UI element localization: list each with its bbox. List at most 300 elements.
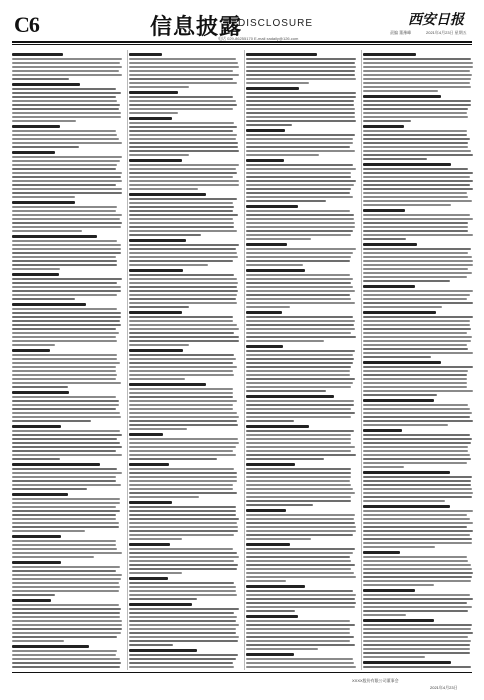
body-text-line: [12, 408, 116, 410]
body-text-line: [363, 462, 467, 464]
body-text-line: [12, 206, 117, 208]
text-column-1: [12, 50, 123, 670]
body-text-line: [246, 274, 350, 276]
body-text-line: [246, 446, 355, 448]
paragraph-heading: [363, 125, 404, 128]
body-text-line: [363, 412, 472, 414]
body-text-line: [246, 598, 355, 600]
body-text-line: [363, 62, 473, 64]
body-text-line: [12, 324, 121, 326]
body-text-line: [12, 100, 117, 102]
paragraph-heading: [363, 243, 417, 246]
body-text-line: [246, 374, 350, 376]
body-text-line: [363, 200, 472, 202]
body-text-line: [246, 302, 355, 304]
body-text-line: [129, 146, 238, 148]
body-text-line: [363, 272, 472, 274]
body-text-line: [129, 396, 233, 398]
body-text-line: [12, 632, 121, 634]
body-text-line: [129, 534, 234, 536]
body-text-line: [363, 348, 468, 350]
section-title: 信息披露: [150, 14, 243, 40]
body-text-line: [246, 256, 351, 258]
body-text-line: [246, 496, 351, 498]
body-text-line: [12, 298, 75, 300]
body-text-line: [12, 662, 121, 664]
body-text-line: [12, 382, 121, 384]
body-text-line: [246, 408, 351, 410]
body-text-line: [12, 180, 122, 182]
paragraph-heading: [246, 205, 298, 208]
body-text-line: [363, 510, 473, 512]
body-text-line: [12, 574, 122, 576]
body-text-line: [363, 234, 473, 236]
body-text-line: [363, 442, 471, 444]
body-text-line: [246, 530, 356, 532]
body-text-line: [129, 278, 237, 280]
body-text-line: [129, 468, 234, 470]
body-text-line: [363, 484, 471, 486]
paragraph-heading: [129, 269, 183, 272]
body-text-line: [12, 138, 119, 140]
body-text-line: [12, 370, 116, 372]
body-text-line: [129, 628, 236, 630]
body-text-line: [12, 66, 122, 68]
body-text-line: [363, 306, 442, 308]
body-text-line: [129, 548, 233, 550]
body-text-line: [129, 340, 239, 342]
body-text-line: [12, 552, 122, 554]
body-text-line: [129, 206, 234, 208]
paragraph-heading: [246, 243, 287, 246]
body-text-line: [129, 230, 237, 232]
body-text-line: [363, 404, 468, 406]
body-text-line: [363, 382, 467, 384]
body-text-line: [246, 138, 353, 140]
body-text-line: [12, 480, 116, 482]
body-text-line: [129, 438, 238, 440]
body-text-line: [129, 552, 237, 554]
body-text-line: [12, 282, 117, 284]
body-text-line: [12, 120, 76, 122]
body-text-line: [129, 104, 237, 106]
body-text-line: [129, 556, 239, 558]
body-text-line: [12, 604, 119, 606]
paragraph-heading: [129, 349, 183, 352]
page-number: C6: [14, 12, 39, 37]
body-text-line: [246, 662, 354, 664]
body-text-line: [129, 134, 237, 136]
paragraph-heading: [129, 383, 206, 386]
body-text-line: [12, 104, 120, 106]
footer-date: 2021年4月23日: [430, 685, 458, 690]
body-text-line: [12, 184, 116, 186]
body-text-line: [129, 530, 238, 532]
body-text-line: [246, 226, 355, 228]
body-text-line: [12, 498, 120, 500]
body-text-line: [246, 606, 355, 608]
body-text-line: [363, 248, 471, 250]
body-text-line: [12, 442, 120, 444]
body-text-line: [246, 382, 353, 384]
body-text-line: [363, 108, 468, 110]
body-text-line: [12, 472, 122, 474]
masthead-rule: [12, 41, 472, 43]
body-text-line: [12, 328, 116, 330]
body-text-line: [363, 542, 472, 544]
body-text-line: [129, 488, 233, 490]
body-text-line: [129, 184, 239, 186]
body-text-line: [12, 476, 116, 478]
paragraph-heading: [12, 599, 51, 602]
body-text-line: [12, 316, 121, 318]
body-text-line: [363, 640, 471, 642]
body-text-line: [12, 434, 122, 436]
body-text-line: [129, 442, 239, 444]
paragraph-heading: [363, 285, 415, 288]
body-text-line: [363, 344, 467, 346]
body-text-line: [12, 624, 122, 626]
body-text-line: [363, 666, 471, 668]
body-text-line: [129, 100, 236, 102]
body-text-line: [363, 636, 468, 638]
body-text-line: [12, 160, 120, 162]
paragraph-heading: [363, 399, 434, 402]
body-text-line: [246, 324, 354, 326]
paragraph-heading: [12, 645, 89, 648]
body-text-line: [363, 576, 472, 578]
body-text-line: [363, 648, 470, 650]
body-text-line: [363, 518, 470, 520]
body-text-line: [246, 594, 356, 596]
body-text-line: [246, 492, 355, 494]
body-text-line: [12, 332, 119, 334]
body-text-line: [129, 324, 237, 326]
body-text-line: [363, 584, 434, 586]
body-text-line: [363, 522, 473, 524]
body-text-line: [363, 230, 468, 232]
body-text-line: [246, 636, 354, 638]
body-text-line: [12, 544, 116, 546]
body-text-line: [129, 96, 233, 98]
body-text-line: [129, 666, 234, 668]
body-text-line: [129, 378, 185, 380]
body-text-line: [12, 248, 121, 250]
footer-signature: XXXX股份有限公司董事会: [352, 678, 399, 683]
body-text-line: [129, 472, 237, 474]
body-text-line: [363, 66, 473, 68]
body-text-line: [129, 586, 236, 588]
body-text-line: [246, 264, 303, 266]
body-text-line: [246, 328, 355, 330]
body-text-line: [12, 590, 119, 592]
body-text-line: [129, 86, 189, 88]
body-text-line: [246, 480, 350, 482]
body-text-line: [363, 172, 473, 174]
body-text-line: [129, 122, 234, 124]
body-text-line: [12, 530, 85, 532]
body-text-line: [246, 248, 356, 250]
body-text-line: [12, 260, 117, 262]
body-text-line: [12, 666, 120, 668]
paragraph-heading: [246, 395, 334, 398]
body-text-line: [246, 644, 355, 646]
body-text-line: [363, 120, 411, 122]
body-text-line: [246, 294, 350, 296]
body-text-line: [12, 616, 120, 618]
paragraph-heading: [12, 125, 60, 128]
body-text-line: [363, 644, 470, 646]
body-text-line: [12, 404, 119, 406]
paragraph-heading: [12, 83, 80, 86]
body-text-line: [246, 238, 311, 240]
body-text-line: [246, 332, 351, 334]
body-text-line: [363, 378, 467, 380]
body-text-line: [246, 340, 324, 342]
body-text-line: [12, 514, 116, 516]
body-text-line: [129, 450, 233, 452]
body-text-line: [12, 172, 122, 174]
article-columns: [12, 50, 472, 670]
body-text-line: [363, 656, 425, 658]
body-text-line: [129, 180, 239, 182]
body-text-line: [129, 298, 236, 300]
body-text-line: [363, 116, 468, 118]
body-text-line: [363, 302, 473, 304]
body-text-line: [129, 506, 236, 508]
body-text-line: [246, 504, 313, 506]
body-text-line: [129, 658, 236, 660]
body-text-line: [363, 572, 473, 574]
body-text-line: [246, 560, 351, 562]
paragraph-heading: [363, 95, 441, 98]
body-text-line: [129, 624, 239, 626]
body-text-line: [12, 130, 116, 132]
body-text-line: [12, 112, 121, 114]
body-text-line: [363, 74, 472, 76]
body-text-line: [12, 240, 117, 242]
body-text-line: [129, 476, 237, 478]
paragraph-heading: [129, 577, 168, 580]
body-text-line: [129, 108, 233, 110]
body-text-line: [12, 92, 121, 94]
column-divider: [244, 50, 245, 670]
body-text-line: [363, 112, 467, 114]
body-text-line: [246, 632, 350, 634]
body-text-line: [246, 150, 355, 152]
body-text-line: [246, 108, 355, 110]
body-text-line: [363, 260, 473, 262]
body-text-line: [129, 616, 237, 618]
body-text-line: [129, 222, 234, 224]
paragraph-heading: [12, 349, 50, 352]
body-text-line: [363, 218, 473, 220]
body-text-line: [129, 636, 239, 638]
body-text-line: [363, 366, 473, 368]
body-text-line: [246, 484, 351, 486]
body-text-line: [12, 430, 120, 432]
paragraph-heading: [246, 615, 298, 618]
paragraph-heading: [363, 429, 402, 432]
body-text-line: [363, 416, 470, 418]
body-text-line: [363, 252, 468, 254]
body-text-line: [12, 256, 116, 258]
body-text-line: [12, 78, 69, 80]
body-text-line: [246, 404, 354, 406]
paragraph-heading: [363, 163, 451, 166]
body-text-line: [12, 142, 122, 144]
body-text-line: [246, 298, 351, 300]
body-text-line: [363, 324, 470, 326]
body-text-line: [12, 416, 121, 418]
paragraph-heading: [363, 311, 436, 314]
body-text-line: [246, 442, 351, 444]
body-text-line: [246, 522, 355, 524]
body-text-line: [12, 358, 117, 360]
body-text-line: [363, 454, 470, 456]
body-text-line: [129, 582, 234, 584]
body-text-line: [246, 390, 326, 392]
body-text-line: [246, 438, 351, 440]
body-text-line: [129, 510, 236, 512]
body-text-line: [129, 264, 208, 266]
body-text-line: [129, 218, 233, 220]
paragraph-heading: [363, 361, 441, 364]
body-text-line: [246, 620, 350, 622]
body-text-line: [129, 336, 239, 338]
body-text-line: [12, 566, 120, 568]
body-text-line: [363, 104, 471, 106]
body-text-line: [129, 154, 189, 156]
body-text-line: [246, 74, 355, 76]
body-text-line: [12, 578, 121, 580]
body-text-line: [129, 74, 239, 76]
body-text-line: [363, 192, 467, 194]
body-text-line: [363, 488, 472, 490]
body-text-line: [363, 180, 473, 182]
paragraph-heading: [363, 53, 416, 56]
body-text-line: [129, 62, 238, 64]
body-text-line: [246, 316, 353, 318]
body-text-line: [363, 280, 450, 282]
paragraph-heading: [129, 193, 206, 196]
body-text-line: [363, 238, 406, 240]
body-text-line: [129, 484, 233, 486]
body-text-line: [129, 328, 239, 330]
paragraph-heading: [129, 159, 182, 162]
body-text-line: [12, 582, 119, 584]
body-text-line: [246, 286, 353, 288]
body-text-line: [12, 454, 122, 456]
body-text-line: [246, 362, 353, 364]
paragraph-heading: [12, 391, 69, 394]
body-text-line: [246, 500, 351, 502]
body-text-line: [129, 168, 236, 170]
paragraph-heading: [246, 653, 294, 656]
body-text-line: [12, 278, 122, 280]
body-text-line: [246, 526, 356, 528]
body-text-line: [12, 188, 122, 190]
body-text-line: [12, 168, 116, 170]
body-text-line: [363, 142, 468, 144]
body-text-line: [129, 112, 178, 114]
body-text-line: [246, 124, 292, 126]
body-text-line: [363, 58, 471, 60]
body-text-line: [246, 514, 355, 516]
body-text-line: [363, 492, 473, 494]
column-divider: [361, 50, 362, 670]
body-text-line: [246, 454, 356, 456]
body-text-line: [129, 58, 236, 60]
body-text-line: [363, 90, 438, 92]
body-text-line: [246, 222, 355, 224]
paragraph-heading: [363, 505, 450, 508]
body-text-line: [129, 316, 233, 318]
body-text-line: [246, 82, 309, 84]
text-column-3: [246, 50, 357, 670]
body-text-line: [363, 352, 473, 354]
body-text-line: [129, 446, 236, 448]
body-text-line: [129, 286, 237, 288]
body-text-line: [246, 188, 351, 190]
body-text-line: [246, 168, 356, 170]
body-text-line: [246, 602, 356, 604]
body-text-line: [363, 298, 467, 300]
paragraph-heading: [129, 91, 178, 94]
body-text-line: [363, 268, 468, 270]
body-text-line: [246, 358, 354, 360]
body-text-line: [12, 264, 117, 266]
body-text-line: [12, 484, 121, 486]
footer-rule: [12, 672, 472, 673]
body-text-line: [246, 378, 355, 380]
body-text-line: [363, 82, 470, 84]
body-text-line: [12, 62, 120, 64]
body-text-line: [129, 518, 239, 520]
body-text-line: [363, 340, 471, 342]
page-footer: [0, 672, 484, 700]
body-text-line: [12, 468, 117, 470]
body-text-line: [363, 176, 470, 178]
body-text-line: [363, 652, 470, 654]
body-text-line: [129, 492, 237, 494]
body-text-line: [363, 424, 448, 426]
body-text-line: [363, 150, 471, 152]
body-text-line: [12, 116, 121, 118]
body-text-line: [363, 184, 470, 186]
paragraph-heading: [12, 151, 55, 154]
body-text-line: [246, 320, 355, 322]
body-text-line: [246, 192, 350, 194]
body-text-line: [12, 412, 120, 414]
paragraph-heading: [12, 493, 68, 496]
body-text-line: [246, 290, 355, 292]
paragraph-heading: [363, 209, 405, 212]
body-text-line: [363, 264, 473, 266]
body-text-line: [129, 290, 238, 292]
body-text-line: [12, 420, 91, 422]
body-text-line: [363, 408, 470, 410]
body-text-line: [129, 256, 238, 258]
body-text-line: [246, 146, 350, 148]
editor-credit: 责编 董豫峰: [390, 30, 412, 35]
body-text-line: [129, 404, 233, 406]
body-text-line: [12, 290, 121, 292]
body-text-line: [12, 540, 116, 542]
paragraph-heading: [129, 463, 169, 466]
body-text-line: [12, 362, 120, 364]
body-text-line: [12, 354, 117, 356]
